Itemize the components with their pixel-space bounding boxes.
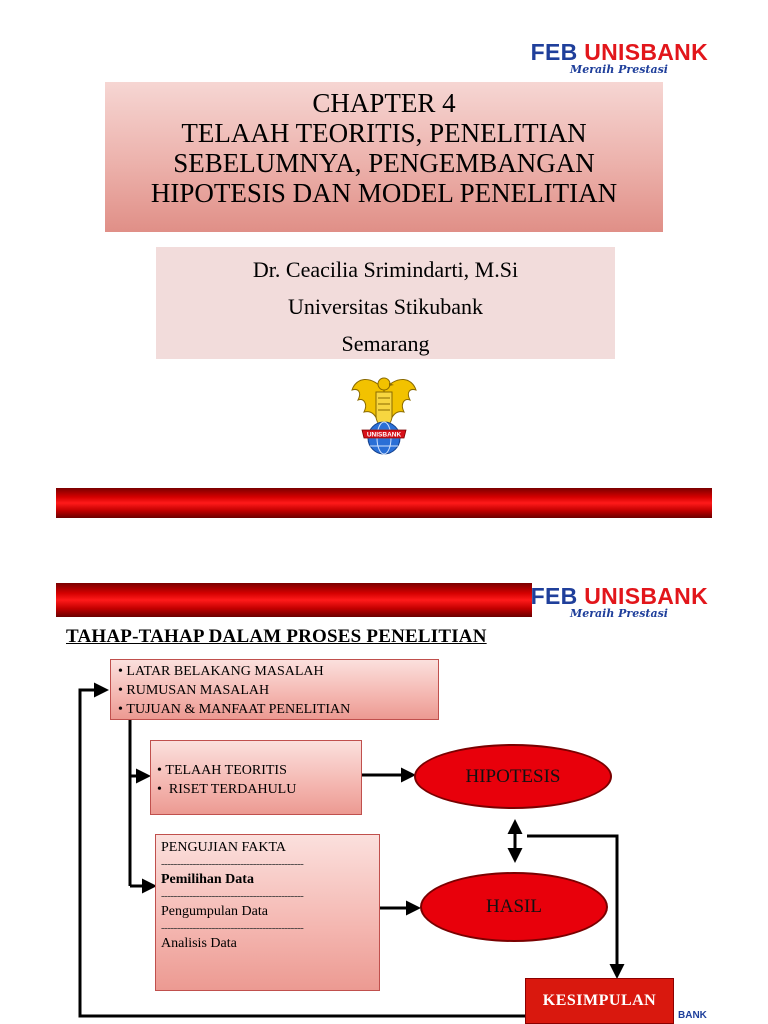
logo-tagline: Meraih Prestasi: [570, 607, 668, 620]
list-item: • TUJUAN & MANFAAT PENELITIAN: [118, 700, 438, 719]
theory-review-box: [150, 740, 362, 815]
separator-line: ---------------------------------------------: [161, 858, 304, 870]
problem-definition-box: [110, 659, 439, 720]
city-name: Semarang: [341, 331, 430, 356]
partial-logo-text: BANK: [678, 1010, 707, 1021]
title-line-4: HIPOTESIS DAN MODEL PENELITIAN: [150, 178, 618, 208]
title-line-1: CHAPTER 4: [312, 88, 456, 118]
data-analysis-label: Analisis Data: [161, 936, 237, 951]
fact-testing-box: [155, 834, 380, 991]
list-item: • LATAR BELAKANG MASALAH: [118, 662, 438, 681]
logo-tagline: Meraih Prestasi: [570, 63, 668, 76]
logo-feb-text: FEB: [530, 39, 578, 65]
logo-unisbank-text: UNISBANK: [584, 39, 708, 65]
kesimpulan-node: [525, 978, 674, 1024]
hipotesis-node: [414, 744, 612, 809]
logo-feb-text: FEB: [530, 583, 578, 609]
hasil-node: [420, 872, 608, 942]
hasil-label: HASIL: [486, 896, 542, 917]
hipotesis-label: HIPOTESIS: [465, 765, 561, 787]
kesimpulan-label: KESIMPULAN: [542, 992, 657, 1009]
title-line-3: SEBELUMNYA, PENGEMBANGAN: [173, 148, 595, 178]
logo-unisbank-text: UNISBANK: [584, 583, 708, 609]
data-selection-label: Pemilihan Data: [161, 872, 254, 887]
problem-definition-list: [118, 662, 438, 719]
author-name: Dr. Ceacilia Srimindarti, M.Si: [252, 257, 519, 282]
separator-line: ---------------------------------------------: [161, 890, 304, 902]
list-item: • RISET TERDAHULU: [157, 780, 361, 799]
section-heading: TAHAP-TAHAP DALAM PROSES PENELITIAN: [66, 626, 487, 647]
theory-review-list: [157, 761, 361, 799]
emblem-label: UNISBANK: [366, 431, 402, 439]
data-collection-label: Pengumpulan Data: [161, 904, 268, 919]
fact-testing-title: PENGUJIAN FAKTA: [161, 840, 287, 855]
title-line-2: TELAAH TEORITIS, PENELITIAN: [181, 118, 587, 148]
institution-name: Universitas Stikubank: [288, 294, 483, 319]
list-item: • RUMUSAN MASALAH: [118, 681, 438, 700]
separator-line: ---------------------------------------------: [161, 922, 304, 934]
list-item: • TELAAH TEORITIS: [157, 761, 361, 780]
